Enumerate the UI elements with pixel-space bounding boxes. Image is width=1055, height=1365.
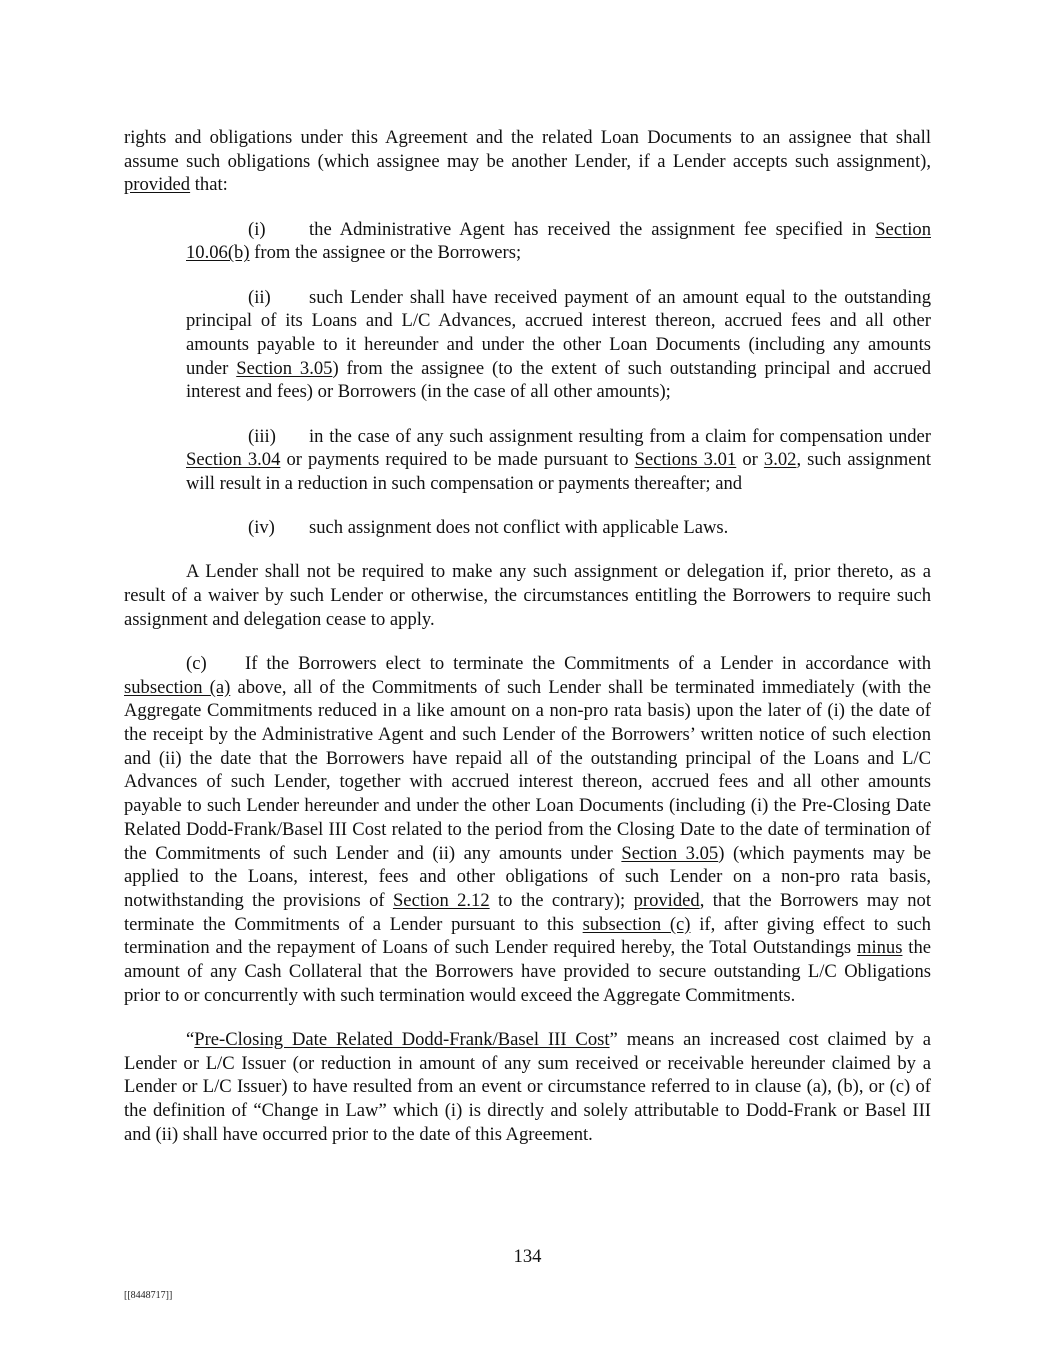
section-reference: subsection (a) (124, 676, 231, 698)
provided-term: provided (633, 889, 700, 911)
intro-paragraph: rights and obligations under this Agreement and the related Loan Documents to an assignee that shall assume such obligations (which assignee may be another Lender, if a Lender accepts such assignment), provided that: (124, 127, 931, 196)
clause-label: (ii) (248, 286, 271, 308)
section-reference: Section 10.06(b) (186, 218, 931, 264)
page-number: 134 (513, 1246, 542, 1267)
section-reference: Section 2.12 (392, 889, 490, 911)
provided-term: provided (124, 174, 191, 196)
lender-paragraph: A Lender shall not be required to make any such assignment or delegation if, prior thereto, as a result of a waiver by such Lender or otherwise, the circumstances entitling the Borrowers to require such assignment and delegation cease to apply. (124, 561, 931, 630)
section-c-paragraph: (c) If the Borrowers elect to terminate the Commitments of a Lender in accordance with subsection (a) above, all of the Commitments of such Lender shall be terminated immediately (with the Aggregate Commitments reduced in a like amount on a non-pro rata basis) upon the later of (i) the date of the receipt by the Administrative Agent and such Lender of the Borrowers’ written notice of such election and (ii) the date that the Borrowers have repaid all of the outstanding principal of the Loans and L/C Advances of such Lender, together with accrued interest thereon, accrued fees and all other amounts payable to such Lender hereunder and under the other Loan Documents (including (i) the Pre-Closing Date Related Dodd-Frank/Basel III Cost related to the period from the Closing Date to the date of termination of the Commitments of such Lender and (ii) any amounts under Section 3.05) (which payments may be applied to the Loans, interest, fees and other obligations of such Lender on a non-pro rata basis, notwithstanding the provisions of Section 2.12 to the contrary); provided, that the Borrowers may not terminate the Commitments of a Lender pursuant to this subsection (c) if, after giving effect to such termination and the repayment of Loans of such Lender required hereby, the Total Outstandings minus the amount of any Cash Collateral that the Borrowers have provided to secure outstanding L/C Obligations prior to or concurrently with such termination would exceed the Aggregate Commitments. (124, 652, 932, 1006)
section-reference: Section 3.05 (236, 357, 333, 379)
clause-label: (i) (248, 218, 266, 240)
section-reference: Section 3.05 (621, 842, 719, 864)
clause-i: (i) the Administrative Agent has received the assignment fee specified in Section 10.06(b) from the assignee or the Borrowers; (186, 218, 931, 264)
clause-label: (iii) (248, 425, 276, 447)
section-reference: Section 3.04 (186, 449, 281, 471)
section-reference: subsection (c) (582, 913, 691, 935)
minus-term: minus (856, 937, 903, 959)
section-reference: 3.02 (763, 449, 797, 471)
clause-label: (iv) (248, 517, 275, 539)
clause-iv: (iv) such assignment does not conflict with applicable Laws. (248, 517, 729, 539)
clause-iii: (iii) in the case of any such assignment resulting from a claim for compensation under Section 3.04 or payments required to be made pursuant to Sections 3.01 or 3.02, such assignment will result in a reduction in such compensation or payments thereafter; and (186, 425, 931, 494)
definition-paragraph: “Pre-Closing Date Related Dodd-Frank/Basel III Cost” means an increased cost claimed by a Lender or L/C Issuer (or reduction in amount of any sum received or receivable hereunder claimed by a Lender or L/C Issuer) to have resulted from an event or circumstance referred to in clause (a), (b), or (c) of the definition of “Change in Law” which (i) is directly and solely attributable to Dodd-Frank or Basel III and (ii) shall have occurred prior to the date of this Agreement. (124, 1029, 932, 1145)
defined-term: Pre-Closing Date Related Dodd-Frank/Basel III Cost (194, 1029, 610, 1050)
section-reference: Sections 3.01 (634, 449, 737, 471)
document-id: [[8448717]] (124, 1290, 173, 1301)
section-label: (c) (186, 652, 207, 674)
document-page (124, 126, 931, 1167)
clause-ii: (ii) such Lender shall have received payment of an amount equal to the outstanding principal of its Loans and L/C Advances, accrued interest thereon, accrued fees and all other amounts payable to it hereunder and under the other Loan Documents (including any amounts under Section 3.05) from the assignee (to the extent of such outstanding principal and accrued interest and fees) or Borrowers (in the case of all other amounts); (186, 286, 931, 403)
